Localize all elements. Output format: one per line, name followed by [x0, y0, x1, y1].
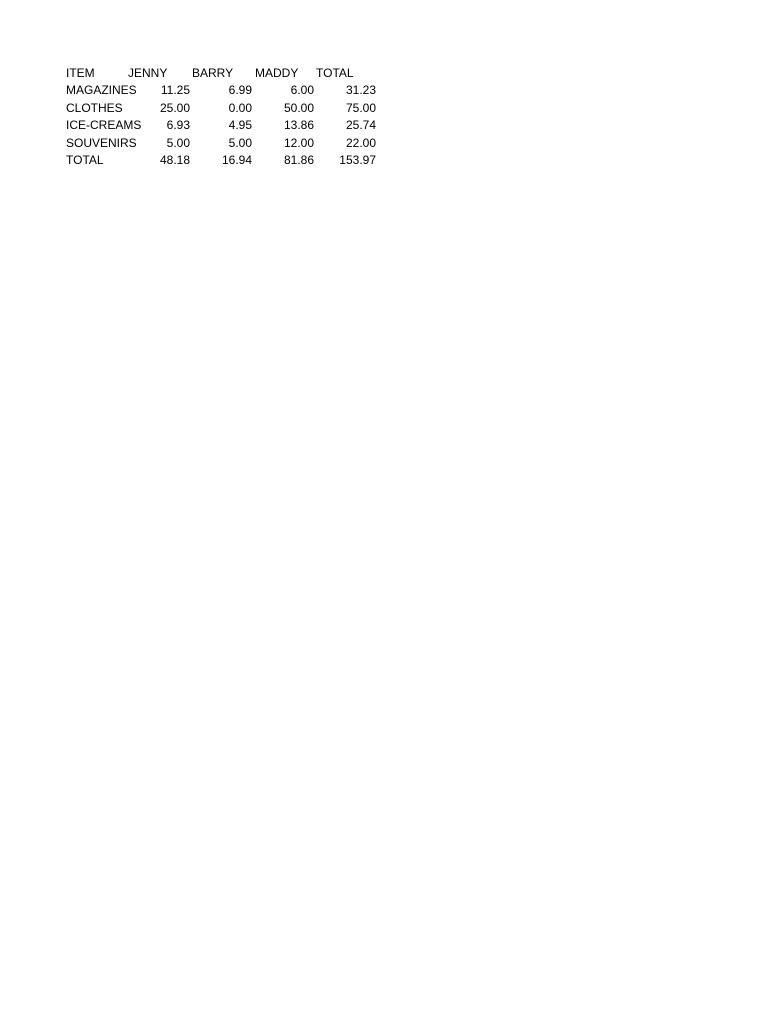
table-row — [66, 117, 376, 134]
cell-total[interactable]: 75.00 — [345, 100, 376, 115]
row-label[interactable]: CLOTHES — [66, 100, 123, 115]
cell-maddy[interactable]: 12.00 — [283, 135, 314, 150]
row-label[interactable]: ICE-CREAMS — [66, 118, 142, 133]
cell-barry[interactable]: 0.00 — [228, 100, 252, 115]
header-jenny[interactable]: JENNY — [128, 66, 168, 80]
row-label[interactable]: SOUVENIRS — [66, 135, 137, 150]
row-label[interactable]: TOTAL — [66, 152, 104, 167]
cell-total[interactable]: 153.97 — [339, 152, 376, 167]
cell-jenny[interactable]: 48.18 — [159, 152, 190, 167]
cell-total[interactable]: 25.74 — [345, 118, 376, 133]
cell-barry[interactable]: 16.94 — [221, 152, 252, 167]
table-row-total — [66, 152, 376, 169]
cell-maddy[interactable]: 6.00 — [290, 83, 314, 98]
cell-total[interactable]: 22.00 — [345, 135, 376, 150]
cell-barry[interactable]: 5.00 — [228, 135, 252, 150]
cell-maddy[interactable]: 81.86 — [283, 152, 314, 167]
cell-jenny[interactable]: 25.00 — [159, 100, 190, 115]
header-barry[interactable]: BARRY — [192, 66, 234, 80]
cell-maddy[interactable]: 13.86 — [283, 118, 314, 133]
table-row — [66, 135, 376, 152]
table-row — [66, 82, 376, 99]
header-row — [66, 65, 376, 82]
cell-jenny[interactable]: 11.25 — [160, 83, 190, 98]
row-label[interactable]: MAGAZINES — [66, 83, 137, 98]
header-maddy[interactable]: MADDY — [255, 66, 299, 80]
header-total[interactable]: TOTAL — [316, 66, 354, 80]
spreadsheet-table — [66, 65, 376, 169]
cell-jenny[interactable]: 5.00 — [166, 135, 190, 150]
cell-maddy[interactable]: 50.00 — [283, 100, 314, 115]
cell-barry[interactable]: 4.95 — [228, 118, 252, 133]
header-item[interactable]: ITEM — [66, 66, 95, 80]
cell-barry[interactable]: 6.99 — [228, 83, 252, 98]
cell-total[interactable]: 31.23 — [345, 83, 376, 98]
table-row — [66, 100, 376, 117]
cell-jenny[interactable]: 6.93 — [166, 118, 190, 133]
